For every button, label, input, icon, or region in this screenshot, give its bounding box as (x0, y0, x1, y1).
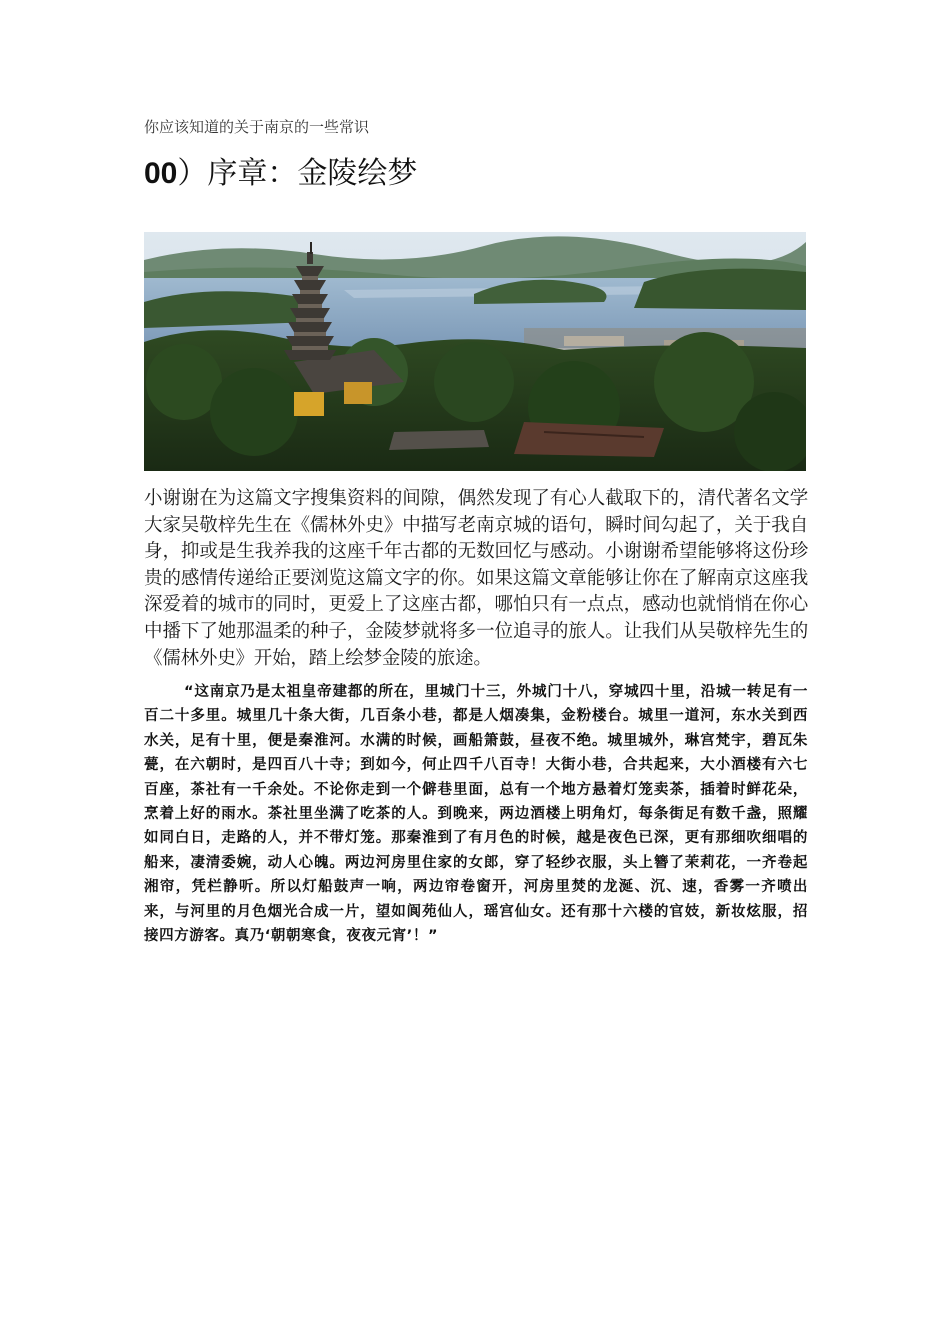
document-subtitle: 你应该知道的关于南京的一些常识 (144, 118, 370, 136)
quote-paragraph: “这南京乃是太祖皇帝建都的所在，里城门十三，外城门十八，穿城四十里，沿城一转足有一百二十多里。城里几十条大街，几百条小巷，都是人烟凑集，金粉楼台。城里一道河，东水关到西水关，足有十里，便是秦淮河。水满的时候，画船箫鼓，昼夜不绝。城里城外，琳宫梵宇，碧瓦朱甍，在六朝时，是四百八十寺；到如今，何止四千八百寺！大街小巷，合共起来，大小酒楼有六七百座，茶社有一千余处。不论你走到一个僻巷里面，总有一个地方悬着灯笼卖茶，插着时鲜花朵，烹着上好的雨水。茶社里坐满了吃茶的人。到晚来，两边酒楼上明角灯，每条街足有数千盏，照耀如同白日，走路的人，并不带灯笼。那秦淮到了有月色的时候，越是夜色已深，更有那细吹细唱的船来，凄清委婉，动人心魄。两边河房里住家的女郎，穿了轻纱衣服，头上簪了茉莉花，一齐卷起湘帘，凭栏静听。所以灯船鼓声一响，两边帘卷窗开，河房里焚的龙涎、沉、速，香雾一齐喷出来，与河里的月色烟光合成一片，望如阆苑仙人，瑶宫仙女。还有那十六楼的官妓，新妆炫服，招接四方游客。真乃‘朝朝寒食，夜夜元宵’！” (144, 684, 808, 945)
chapter-number: 00 (144, 157, 178, 190)
chapter-heading (144, 152, 417, 196)
pagoda-lake-image-icon (144, 232, 806, 471)
landscape-photo (144, 232, 806, 471)
intro-paragraph: 小谢谢在为这篇文字搜集资料的间隙，偶然发现了有心人截取下的，清代著名文学大家吴敬梓先生在《儒林外史》中描写老南京城的语句，瞬时间勾起了，关于我自身，抑或是生我养我的这座千年古都的无数回忆与感动。小谢谢希望能够将这份珍贵的感情传递给正要浏览这篇文字的你。如果这篇文章能够让你在了解南京这座我深爱着的城市的同时，更爱上了这座古都，哪怕只有一点点，感动也就悄悄在你心中播下了她那温柔的种子，金陵梦就将多一位追寻的旅人。让我们从吴敬梓先生的《儒林外史》开始，踏上绘梦金陵的旅途。 (144, 488, 808, 669)
chapter-title: ）序章：金陵绘梦 (177, 156, 418, 191)
